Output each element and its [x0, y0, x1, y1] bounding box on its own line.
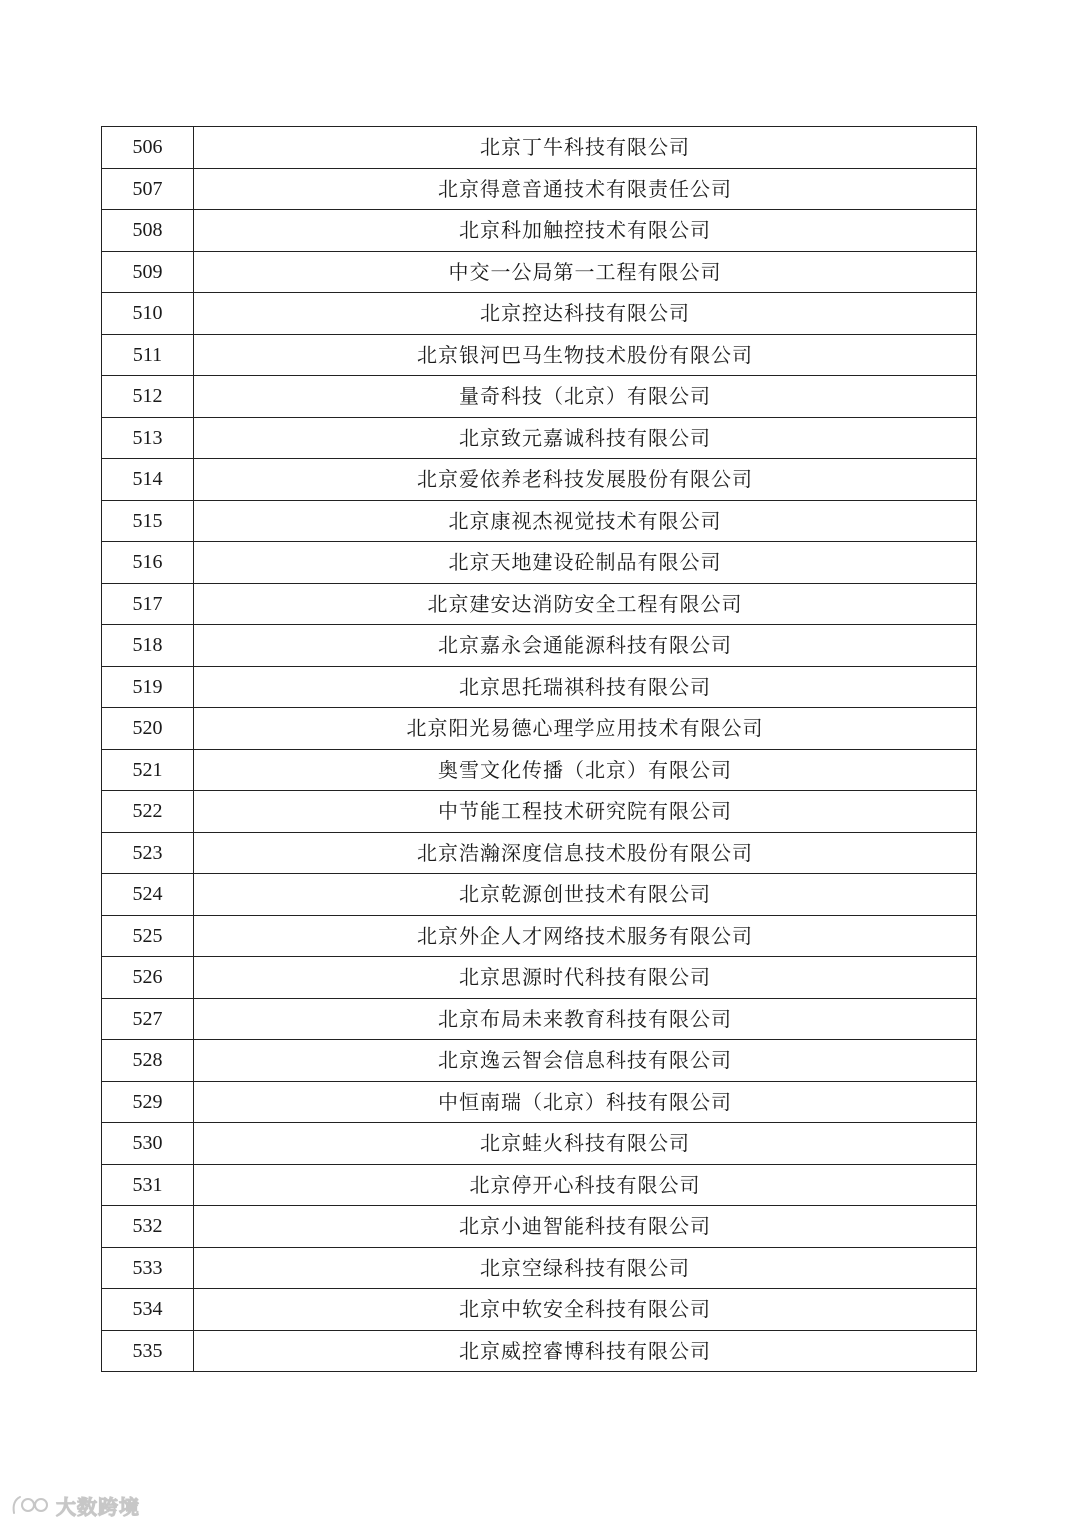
- row-number: 532: [102, 1206, 194, 1248]
- company-name: 北京控达科技有限公司: [194, 293, 977, 335]
- table-row: [102, 1081, 977, 1123]
- company-name: 北京小迪智能科技有限公司: [194, 1206, 977, 1248]
- company-name: 北京天地建设砼制品有限公司: [194, 542, 977, 584]
- table-row: [102, 1206, 977, 1248]
- row-number: 528: [102, 1040, 194, 1082]
- company-name: 北京建安达消防安全工程有限公司: [194, 583, 977, 625]
- table-row: [102, 791, 977, 833]
- company-list-table: [101, 126, 977, 1372]
- row-number: 521: [102, 749, 194, 791]
- table-row: [102, 583, 977, 625]
- company-name: 北京银河巴马生物技术股份有限公司: [194, 334, 977, 376]
- table-row: [102, 957, 977, 999]
- row-number: 524: [102, 874, 194, 916]
- table-row: [102, 749, 977, 791]
- company-name: 北京中软安全科技有限公司: [194, 1289, 977, 1331]
- table-row: [102, 1164, 977, 1206]
- table-row: [102, 1289, 977, 1331]
- company-name: 北京致元嘉诚科技有限公司: [194, 417, 977, 459]
- company-name: 北京外企人才网络技术服务有限公司: [194, 915, 977, 957]
- company-name: 中恒南瑞（北京）科技有限公司: [194, 1081, 977, 1123]
- table-row: [102, 666, 977, 708]
- row-number: 531: [102, 1164, 194, 1206]
- row-number: 507: [102, 168, 194, 210]
- table-row: [102, 625, 977, 667]
- table-row: [102, 832, 977, 874]
- company-name: 北京乾源创世技术有限公司: [194, 874, 977, 916]
- document-page: [101, 126, 977, 1372]
- table-row: [102, 1330, 977, 1372]
- table-row: [102, 500, 977, 542]
- company-name: 中交一公局第一工程有限公司: [194, 251, 977, 293]
- row-number: 518: [102, 625, 194, 667]
- row-number: 517: [102, 583, 194, 625]
- table-row: [102, 210, 977, 252]
- row-number: 534: [102, 1289, 194, 1331]
- company-name: 北京布局未来教育科技有限公司: [194, 998, 977, 1040]
- watermark-text: 大数跨境: [56, 1494, 140, 1519]
- table-row: [102, 251, 977, 293]
- company-name: 北京威控睿博科技有限公司: [194, 1330, 977, 1372]
- brand-logo-icon: [10, 1493, 50, 1517]
- row-number: 506: [102, 127, 194, 169]
- company-name: 北京得意音通技术有限责任公司: [194, 168, 977, 210]
- company-name: 北京空绿科技有限公司: [194, 1247, 977, 1289]
- table-row: [102, 708, 977, 750]
- company-name: 北京嘉永会通能源科技有限公司: [194, 625, 977, 667]
- row-number: 513: [102, 417, 194, 459]
- company-name: 量奇科技（北京）有限公司: [194, 376, 977, 418]
- table-row: [102, 998, 977, 1040]
- row-number: 520: [102, 708, 194, 750]
- company-name: 北京逸云智会信息科技有限公司: [194, 1040, 977, 1082]
- watermark: [10, 1490, 140, 1520]
- row-number: 514: [102, 459, 194, 501]
- table-row: [102, 459, 977, 501]
- company-name: 北京停开心科技有限公司: [194, 1164, 977, 1206]
- row-number: 526: [102, 957, 194, 999]
- table-row: [102, 542, 977, 584]
- row-number: 510: [102, 293, 194, 335]
- row-number: 530: [102, 1123, 194, 1165]
- row-number: 522: [102, 791, 194, 833]
- table-row: [102, 168, 977, 210]
- row-number: 509: [102, 251, 194, 293]
- company-name: 北京康视杰视觉技术有限公司: [194, 500, 977, 542]
- table-row: [102, 334, 977, 376]
- table-row: [102, 127, 977, 169]
- company-name: 北京蛙火科技有限公司: [194, 1123, 977, 1165]
- row-number: 533: [102, 1247, 194, 1289]
- row-number: 508: [102, 210, 194, 252]
- row-number: 527: [102, 998, 194, 1040]
- table-row: [102, 376, 977, 418]
- company-name: 北京阳光易德心理学应用技术有限公司: [194, 708, 977, 750]
- row-number: 515: [102, 500, 194, 542]
- row-number: 525: [102, 915, 194, 957]
- row-number: 529: [102, 1081, 194, 1123]
- table-row: [102, 1123, 977, 1165]
- row-number: 535: [102, 1330, 194, 1372]
- table-row: [102, 1040, 977, 1082]
- company-name: 北京浩瀚深度信息技术股份有限公司: [194, 832, 977, 874]
- company-name: 北京科加触控技术有限公司: [194, 210, 977, 252]
- row-number: 523: [102, 832, 194, 874]
- company-name: 奥雪文化传播（北京）有限公司: [194, 749, 977, 791]
- row-number: 511: [102, 334, 194, 376]
- company-list-body: [102, 127, 977, 1372]
- company-name: 北京爱依养老科技发展股份有限公司: [194, 459, 977, 501]
- company-name: 北京丁牛科技有限公司: [194, 127, 977, 169]
- table-row: [102, 417, 977, 459]
- table-row: [102, 293, 977, 335]
- row-number: 512: [102, 376, 194, 418]
- table-row: [102, 874, 977, 916]
- company-name: 北京思托瑞祺科技有限公司: [194, 666, 977, 708]
- company-name: 北京思源时代科技有限公司: [194, 957, 977, 999]
- row-number: 516: [102, 542, 194, 584]
- table-row: [102, 915, 977, 957]
- table-row: [102, 1247, 977, 1289]
- row-number: 519: [102, 666, 194, 708]
- company-name: 中节能工程技术研究院有限公司: [194, 791, 977, 833]
